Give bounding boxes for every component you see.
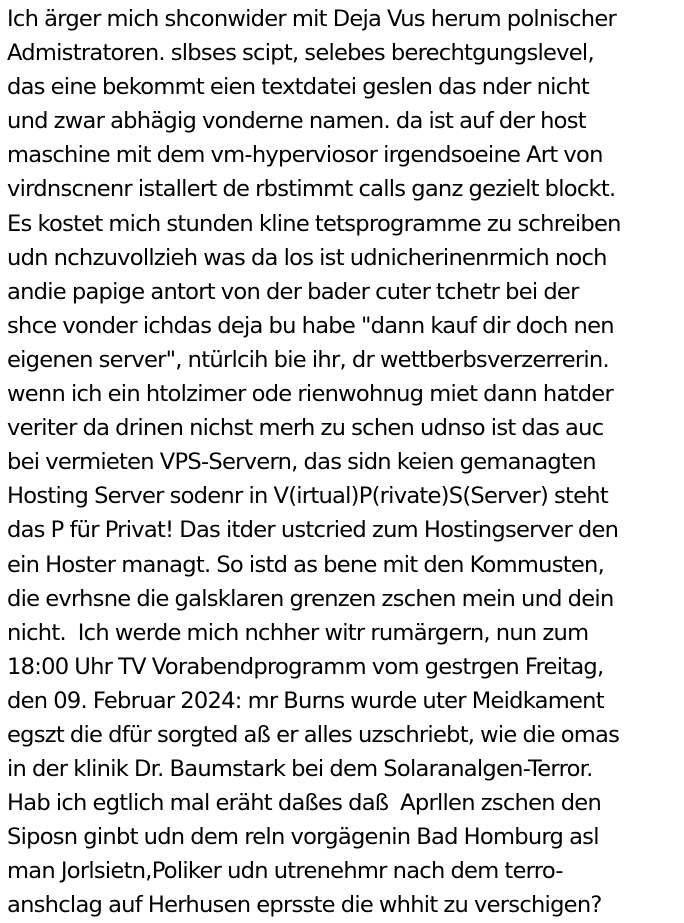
text-line-10: shce vonder ichdas deja bu habe "dann kauf dir doch nen: [7, 312, 614, 339]
text-line-20: 18:00 Uhr TV Vorabendprogramm vom gestrgen Freitag,: [7, 653, 604, 680]
text-line-11: eigenen server", ntürlcih bie ihr, dr wettberbsverzerrerin.: [7, 346, 609, 373]
text-line-12: wenn ich ein htolzimer ode rienwohnug miet dann hatder: [7, 381, 613, 408]
text-line-19: nicht. Ich werde mich nchher witr rumärgern, nun zum: [7, 619, 589, 646]
text-line-18: die evrhsne die galsklaren grenzen zschen mein und dein: [7, 585, 614, 612]
text-line-6: virdnscnenr istallert de rbstimmt calls ganz gezielt blockt.: [7, 176, 616, 203]
text-line-7: Es kostet mich stunden kline tetsprogramme zu schreiben: [7, 210, 621, 237]
text-line-25: Siposn ginbt udn dem reln vorgägenin Bad Homburg asl: [7, 824, 599, 851]
text-line-5: maschine mit dem vm-hyperviosor irgendsoeine Art von: [7, 142, 603, 169]
text-line-24: Hab ich egtlich mal eräht daßes daß Aprllen zschen den: [7, 790, 602, 817]
text-line-27: anshclag auf Herhusen eprsste die whhit zu verschigen?: [7, 892, 602, 919]
text-line-1: Ich ärger mich shconwider mit Deja Vus herum polnischer: [7, 6, 617, 32]
text-line-26: man Jorlsietn,Poliker udn utrenehmr nach dem terro-: [7, 858, 563, 885]
text-line-16: das P für Privat! Das itder ustcried zum Hostingserver den: [7, 517, 619, 544]
text-line-2: Admistratoren. slbses scipt, selebes berechtgungslevel,: [7, 40, 594, 67]
text-line-21: den 09. Februar 2024: mr Burns wurde uter Meidkament: [7, 687, 604, 714]
text-line-23: in der klinik Dr. Baumstark bei dem Solaranalgen-Terror.: [7, 756, 593, 783]
text-line-8: udn nchzuvollzieh was da los ist udnicherinenrmich noch: [7, 244, 607, 271]
text-line-9: andie papige antort von der bader cuter tchetr bei der: [7, 278, 579, 305]
text-line-17: ein Hoster managt. So istd as bene mit den Kommusten,: [7, 551, 605, 578]
text-line-22: egszt die dfür sorgted aß er alles uzschriebt, wie die omas: [7, 721, 620, 748]
text-line-3: das eine bekommt eien textdatei geslen das nder nicht: [7, 74, 590, 101]
text-line-13: veriter da drinen nichst merh zu schen udnso ist das auc: [7, 415, 604, 442]
text-line-15: Hosting Server sodenr in V(irtual)P(rivate)S(Server) steht: [7, 483, 608, 510]
document-body: [7, 2, 684, 923]
text-line-14: bei vermieten VPS-Servern, das sidn keien gemanagten: [7, 449, 596, 476]
text-line-4: und zwar abhägig vonderne namen. da ist auf der host: [7, 108, 586, 135]
